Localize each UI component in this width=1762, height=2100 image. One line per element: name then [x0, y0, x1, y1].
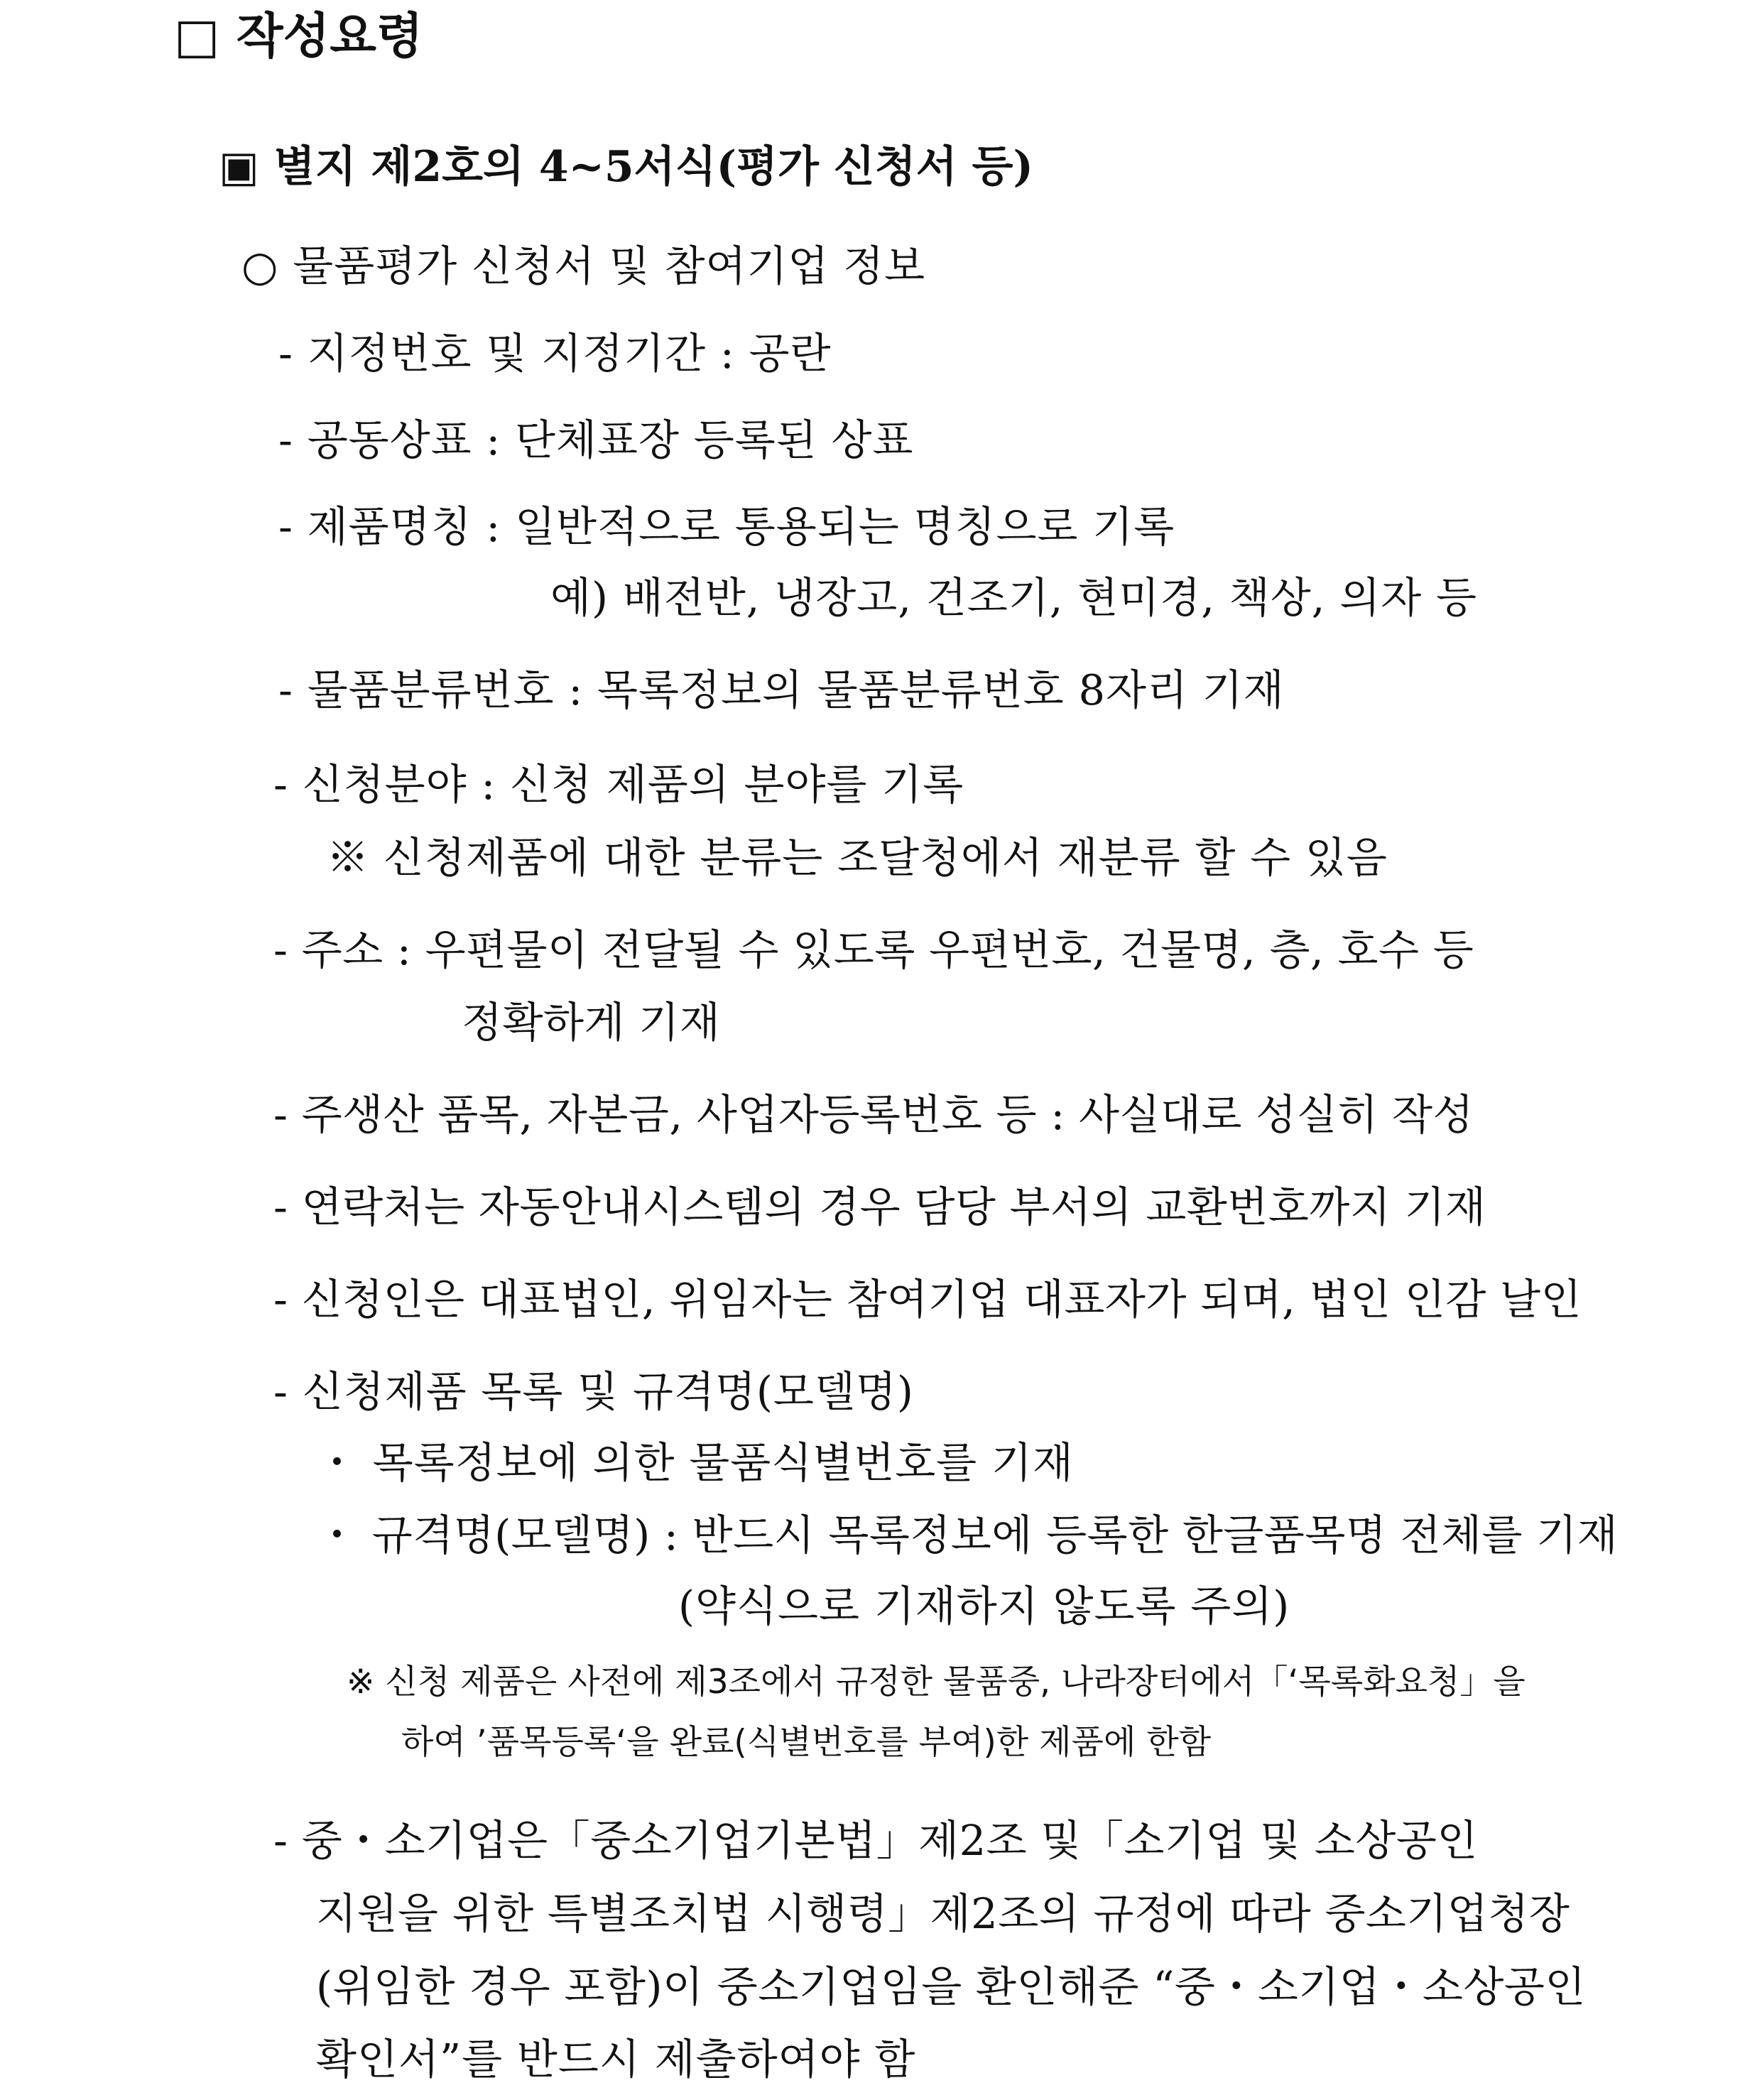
item-address-cont: 정확하게 기재	[462, 998, 721, 1047]
item-applicant: - 신청인은 대표법인, 위임자는 참여기업 대표자가 되며, 법인 인감 날인	[273, 1275, 1582, 1324]
item-product-list: - 신청제품 목록 및 규격명(모델명)	[273, 1367, 914, 1416]
item-application-field-note: ※ 신청제품에 대한 분류는 조달청에서 재분류 할 수 있음	[327, 833, 1388, 882]
subsection-title: ○ 물품평가 신청서 및 참여기업 정보	[241, 241, 926, 290]
item-product-name: - 제품명칭 : 일반적으로 통용되는 명칭으로 기록	[278, 502, 1175, 551]
product-list-note-line-2: 하여 ’품목등록‘을 완료(식별번호를 부여)한 제품에 한함	[401, 1723, 1212, 1762]
item-address: - 주소 : 우편물이 전달될 수 있도록 우편번호, 건물명, 층, 호수 등	[273, 925, 1474, 974]
section-title: ▣ 별지 제2호의 4~5서식(평가 신청서 등)	[219, 142, 1033, 192]
item-contact: - 연락처는 자동안내시스템의 경우 담당 부서의 교환번호까지 기재	[273, 1182, 1486, 1231]
product-list-bullet-2-cont: (약식으로 기재하지 않도록 주의)	[678, 1582, 1290, 1631]
item-product-name-example: 예) 배전반, 냉장고, 건조기, 현미경, 책상, 의자 등	[550, 573, 1477, 622]
item-sme-line-3: (위임한 경우 포함)이 중소기업임을 환인해준 “중・소기업・소상공인	[316, 1962, 1586, 2011]
item-sme-line-2: 지원을 위한 특별조치법 시행령」제2조의 규정에 따라 중소기업청장	[316, 1889, 1570, 1938]
item-sme-line-4: 확인서”를 반드시 제출하여야 함	[316, 2035, 916, 2084]
item-main-products: - 주생산 품목, 자본금, 사업자등록번호 등 : 사실대로 성실히 작성	[273, 1090, 1474, 1139]
item-joint-trademark: - 공동상표 : 단체표장 등록된 상표	[278, 415, 914, 464]
product-list-bullet-1: ・ 목록정보에 의한 물품식별번호를 기재	[316, 1438, 1074, 1487]
item-application-field: - 신청분야 : 신청 제품의 분야를 기록	[273, 760, 964, 809]
item-sme-line-1: - 중・소기업은「중소기업기본법」제2조 및「소기업 및 소상공인	[273, 1816, 1478, 1865]
product-list-note-line-1: ※ 신청 제품은 사전에 제3조에서 규정한 물품중, 나라장터에서「‘목록화요청」을	[347, 1663, 1526, 1702]
item-designation-no: - 지정번호 및 지정기간 : 공란	[278, 329, 832, 378]
item-classification-no: - 물품분류번호 : 목록정보의 물품분류번호 8자리 기재	[278, 665, 1285, 714]
page-heading: □ 작성요령	[174, 9, 423, 65]
product-list-bullet-2: ・ 규격명(모델명) : 반드시 목록정보에 등록한 한글품목명 전체를 기재	[316, 1511, 1619, 1560]
